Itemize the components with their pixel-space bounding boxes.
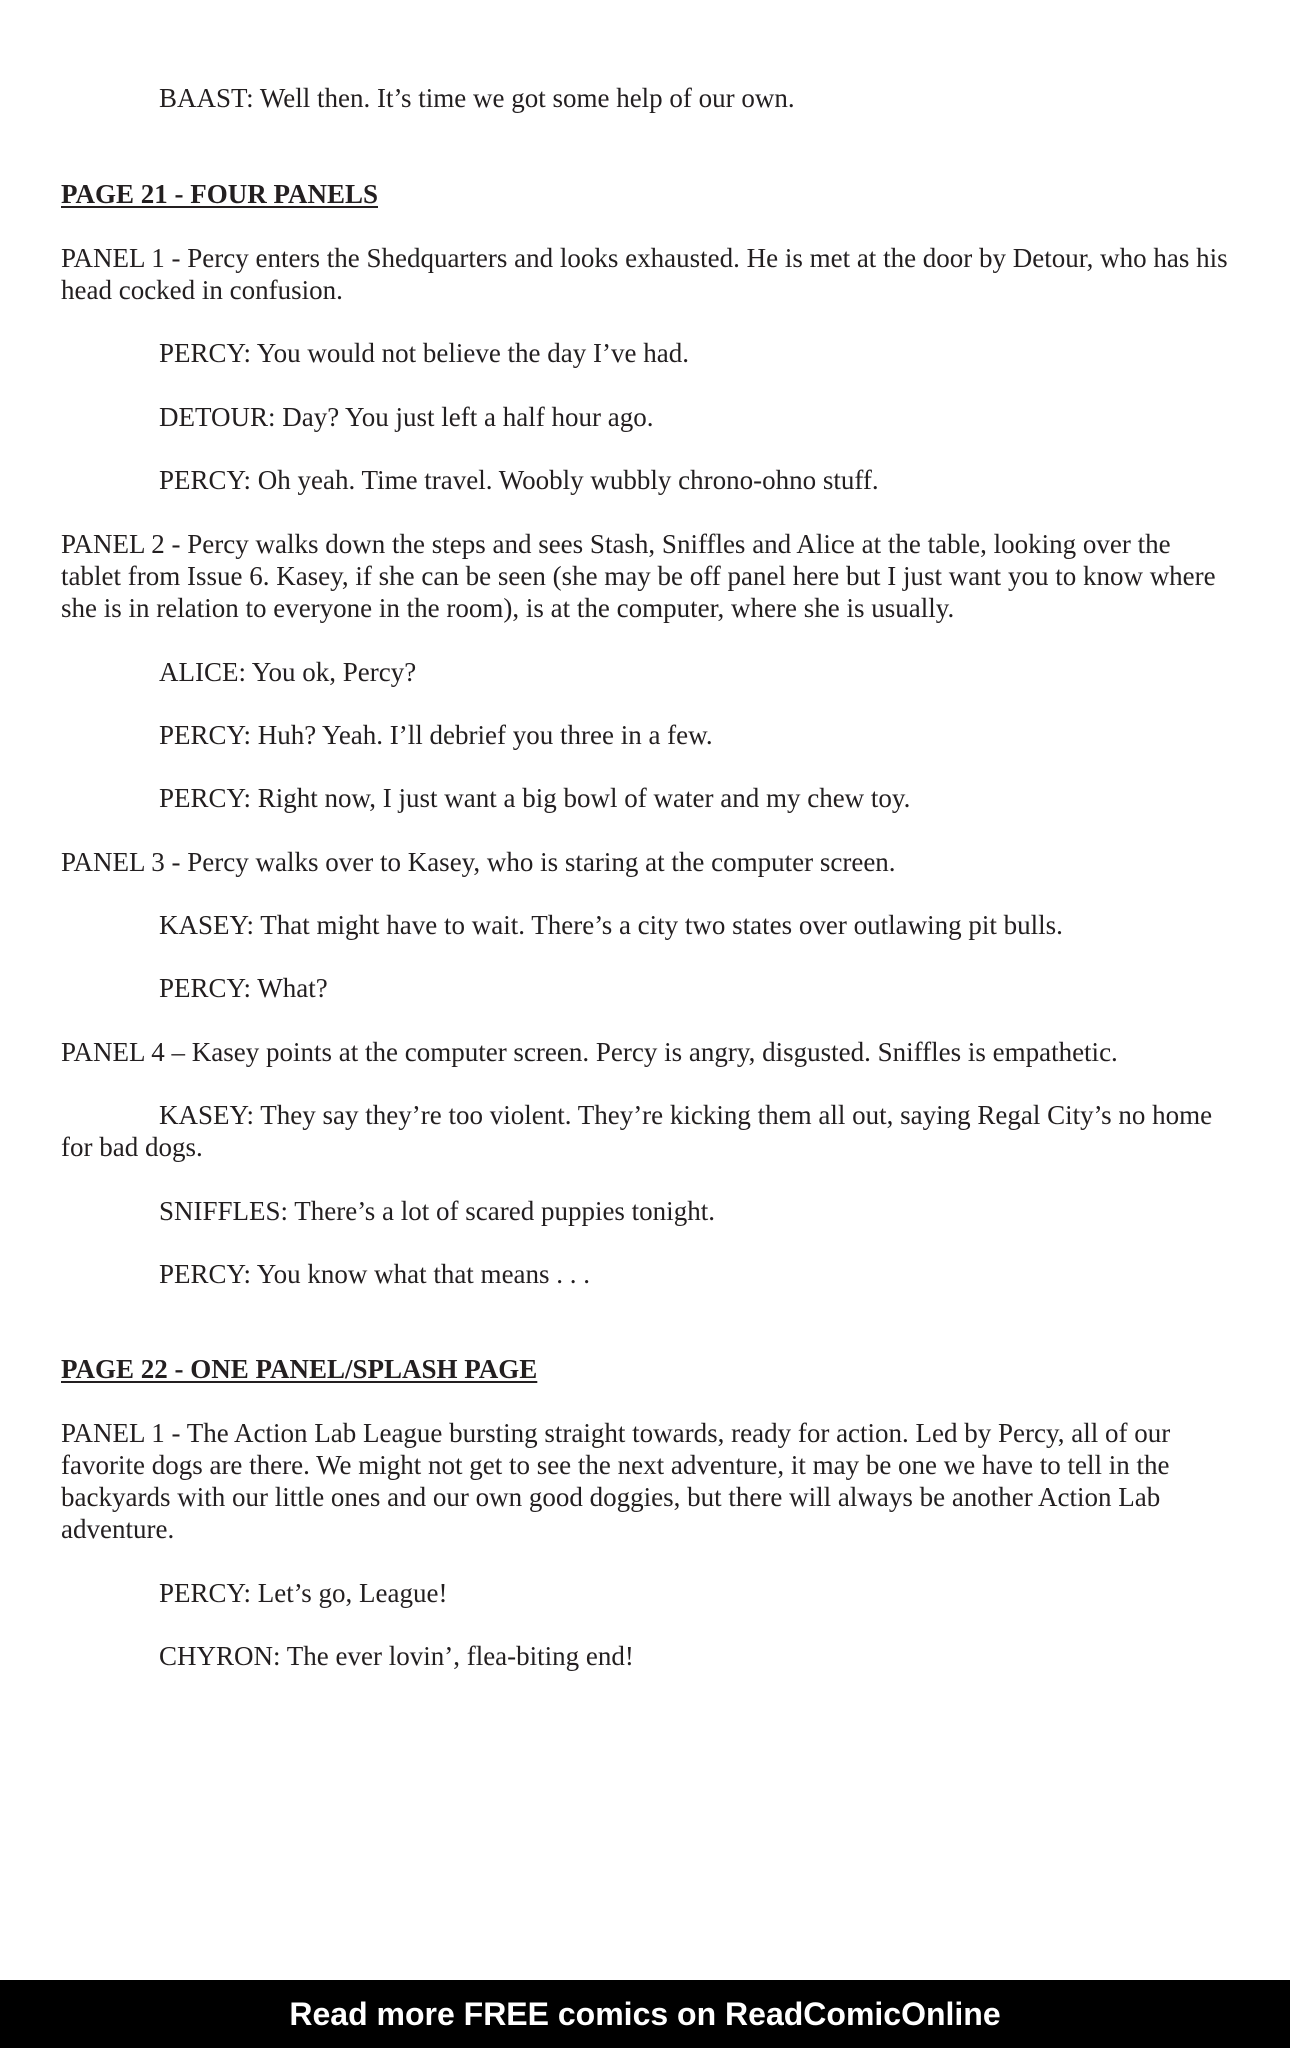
dialogue-kasey-2: KASEY: They say they’re too violent. They’re kicking them all out, saying Regal City’s no home for bad dogs. [61,1100,1213,1162]
panel-1-description: PANEL 1 - Percy enters the Shedquarters and looks exhausted. He is met at the door by Detour, who has his head cocked in confusion. [61,243,1228,305]
dialogue-baast: BAAST: Well then. It’s time we got some help of our own. [159,83,795,113]
dialogue-percy-2: PERCY: Oh yeah. Time travel. Woobly wubbly chrono-ohno stuff. [159,465,879,495]
splash-panel-description: PANEL 1 - The Action Lab League bursting straight towards, ready for action. Led by Percy, all of our favorite dogs are there. We might not get to see the next adventure, it may be one we have to tell in the backyards with our little ones and our own good doggies, but there will always be another Action Lab adventure. [61,1418,1171,1544]
dialogue-percy-4: PERCY: Right now, I just want a big bowl of water and my chew toy. [159,783,911,813]
panel-3-description: PANEL 3 - Percy walks over to Kasey, who is staring at the computer screen. [61,847,896,877]
footer-link-text[interactable]: Read more FREE comics on ReadComicOnline [289,1995,1001,2032]
dialogue-percy-3: PERCY: Huh? Yeah. I’ll debrief you three in a few. [159,720,713,750]
panel-4-description: PANEL 4 – Kasey points at the computer screen. Percy is angry, disgusted. Sniffles is empathetic. [61,1037,1118,1067]
dialogue-percy-1: PERCY: You would not believe the day I’ve had. [159,338,689,368]
dialogue-sniffles: SNIFFLES: There’s a lot of scared puppies tonight. [159,1196,715,1226]
dialogue-alice: ALICE: You ok, Percy? [159,657,417,687]
dialogue-percy-6: PERCY: You know what that means . . . [159,1259,591,1289]
dialogue-chyron: CHYRON: The ever lovin’, flea-biting end! [159,1641,634,1671]
dialogue-percy-5: PERCY: What? [159,973,328,1003]
dialogue-detour: DETOUR: Day? You just left a half hour ago. [159,402,654,432]
page-22-heading: PAGE 22 - ONE PANEL/SPLASH PAGE [61,1354,538,1384]
dialogue-percy-7: PERCY: Let’s go, League! [159,1578,448,1608]
footer-banner[interactable] [0,1980,1290,2048]
panel-2-description: PANEL 2 - Percy walks down the steps and sees Stash, Sniffles and Alice at the table, looking over the tablet from Issue 6. Kasey, if she can be seen (she may be off panel here but I just want you to know where she is in relation to everyone in the room), is at the computer, where she is usually. [61,529,1216,623]
dialogue-kasey-1: KASEY: That might have to wait. There’s a city two states over outlawing pit bulls. [159,910,1063,940]
page-21-heading: PAGE 21 - FOUR PANELS [61,179,378,209]
